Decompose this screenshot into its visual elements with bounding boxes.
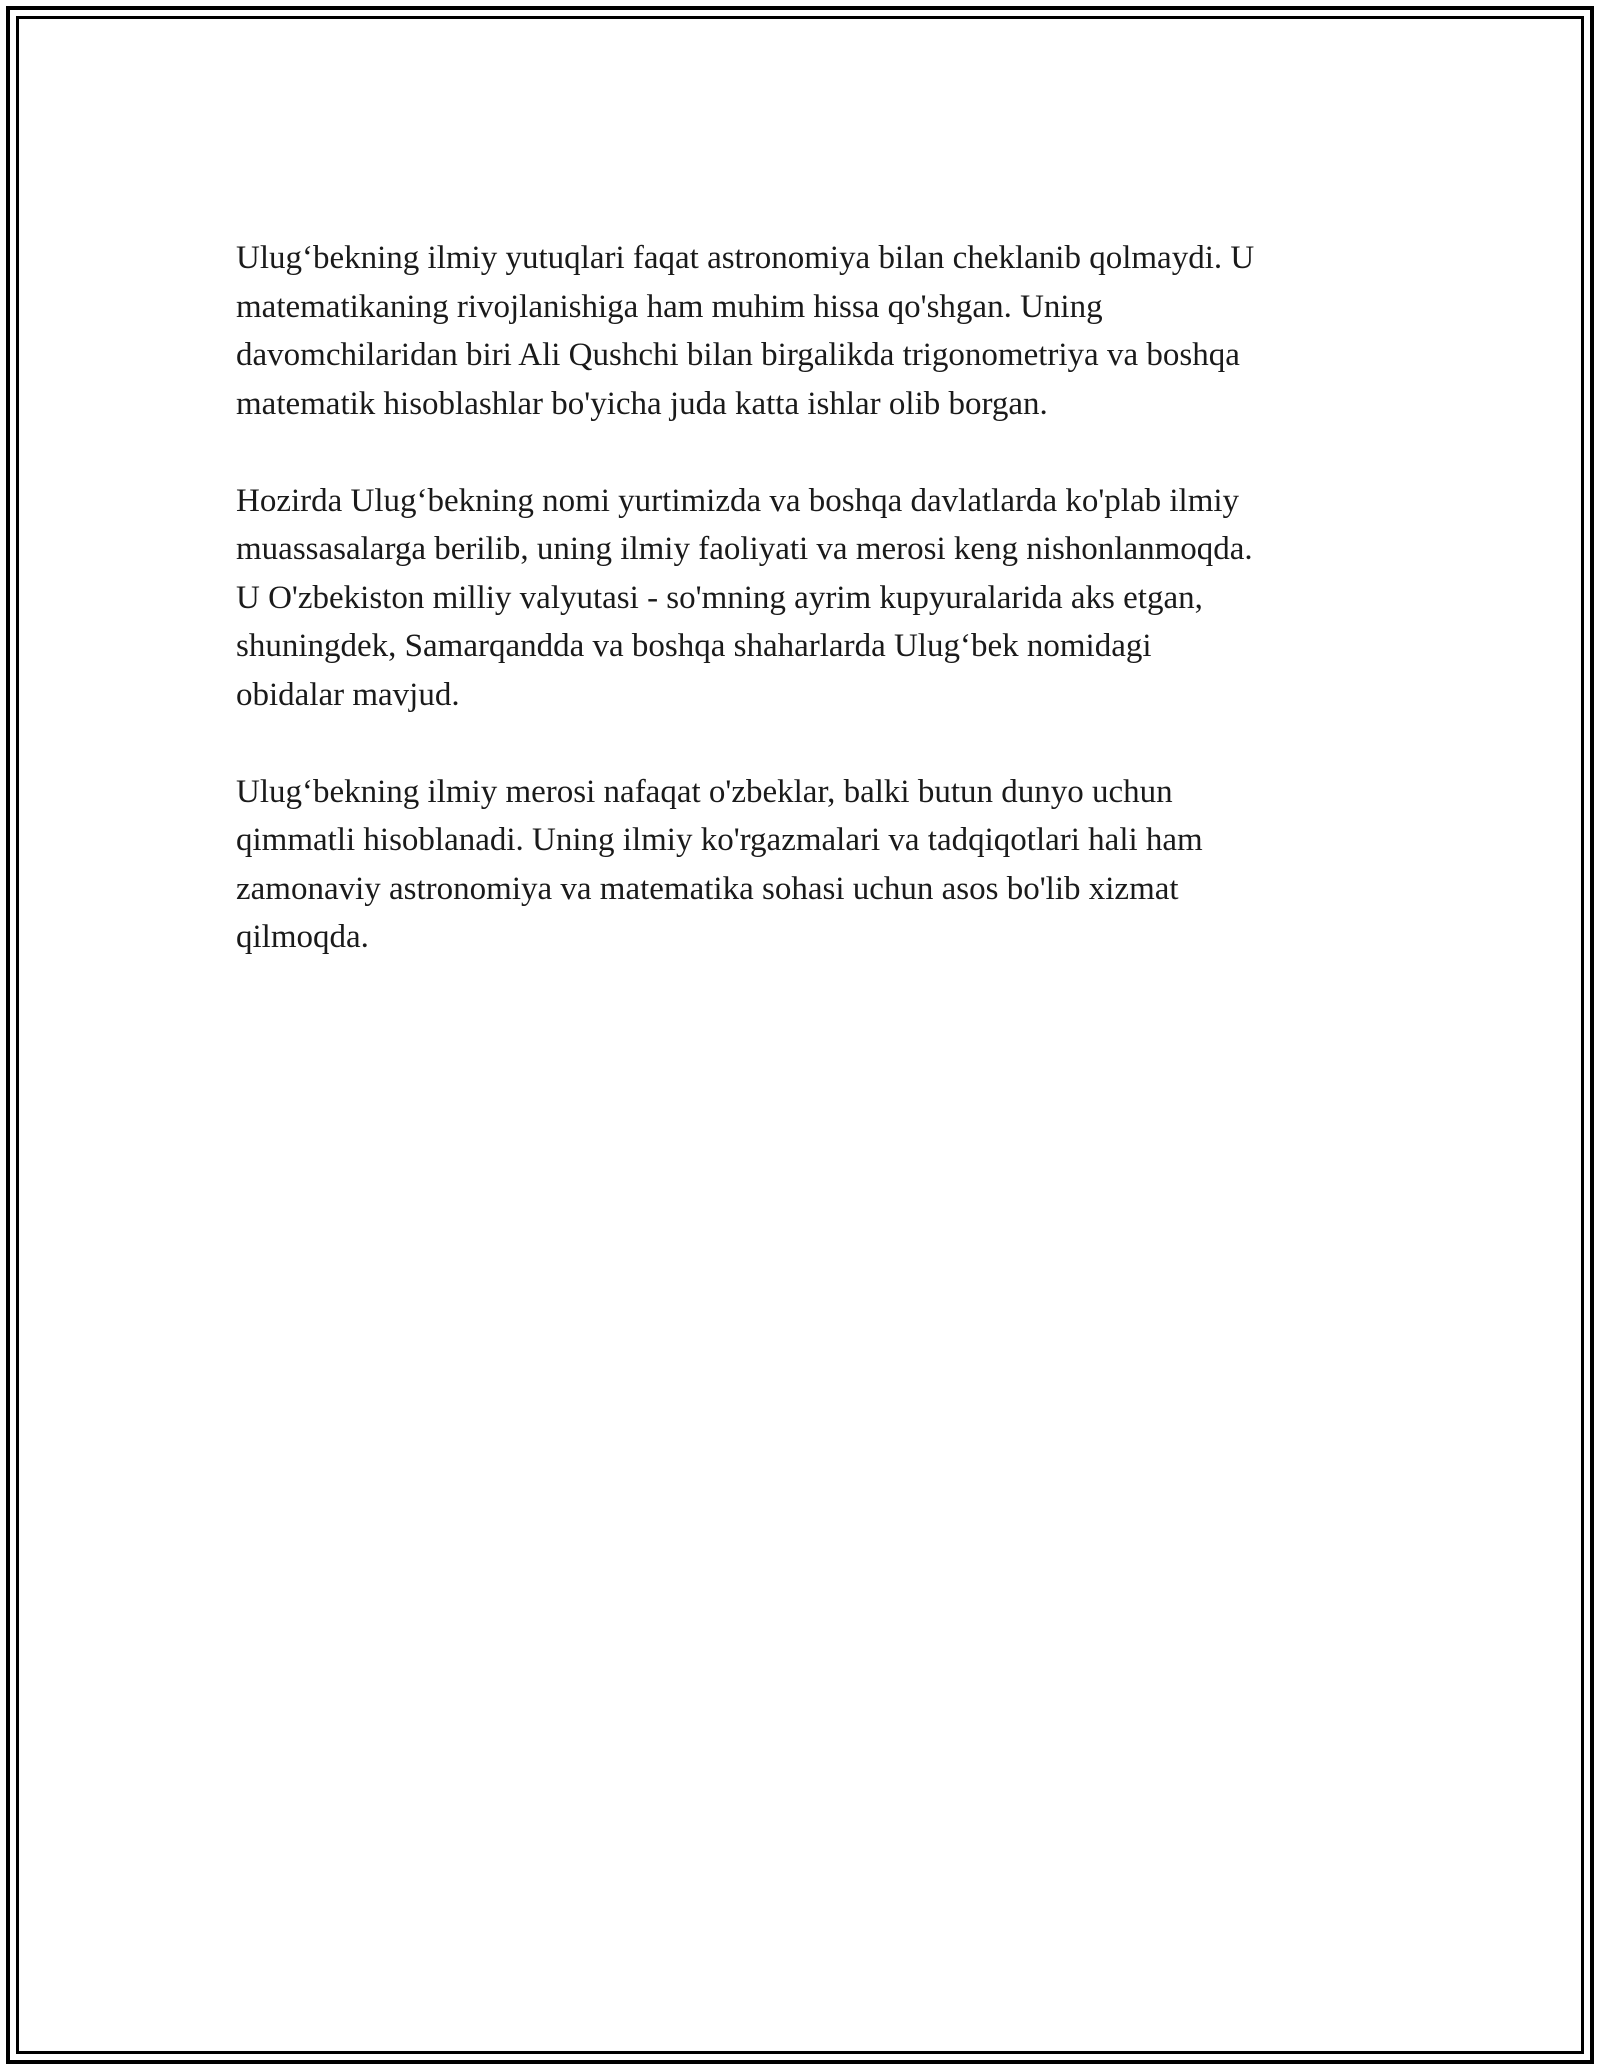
document-body: [236, 234, 1396, 1010]
paragraph-3: Ulug‘bekning ilmiy merosi nafaqat o'zbeklar, balki butun dunyo uchun qimmatli hisoblanadi. Uning ilmiy ko'rgazmalari va tadqiqotlari hali ham zamonaviy astronomiya va matematika sohasi uchun asos bo'lib xizmat qilmoqda.: [236, 773, 1203, 955]
paragraph-2: Hozirda Ulug‘bekning nomi yurtimizda va boshqa davlatlarda ko'plab ilmiy muassasalarga berilib, uning ilmiy faoliyati va merosi keng nishonlanmoqda. U O'zbekiston milliy valyutasi - so'mning ayrim kupyuralarida aks etgan, shuningdek, Samarqandda va boshqa shaharlarda Ulug‘bek nomidagi obidalar mavjud.: [236, 482, 1253, 713]
paragraph-1: Ulug‘bekning ilmiy yutuqlari faqat astronomiya bilan cheklanib qolmaydi. U matematikaning rivojlanishiga ham muhim hissa qo'shgan. Uning davomchilaridan biri Ali Qushchi bilan birgalikda trigonometriya va boshqa matematik hisoblashlar bo'yicha juda katta ishlar olib borgan.: [236, 240, 1255, 422]
